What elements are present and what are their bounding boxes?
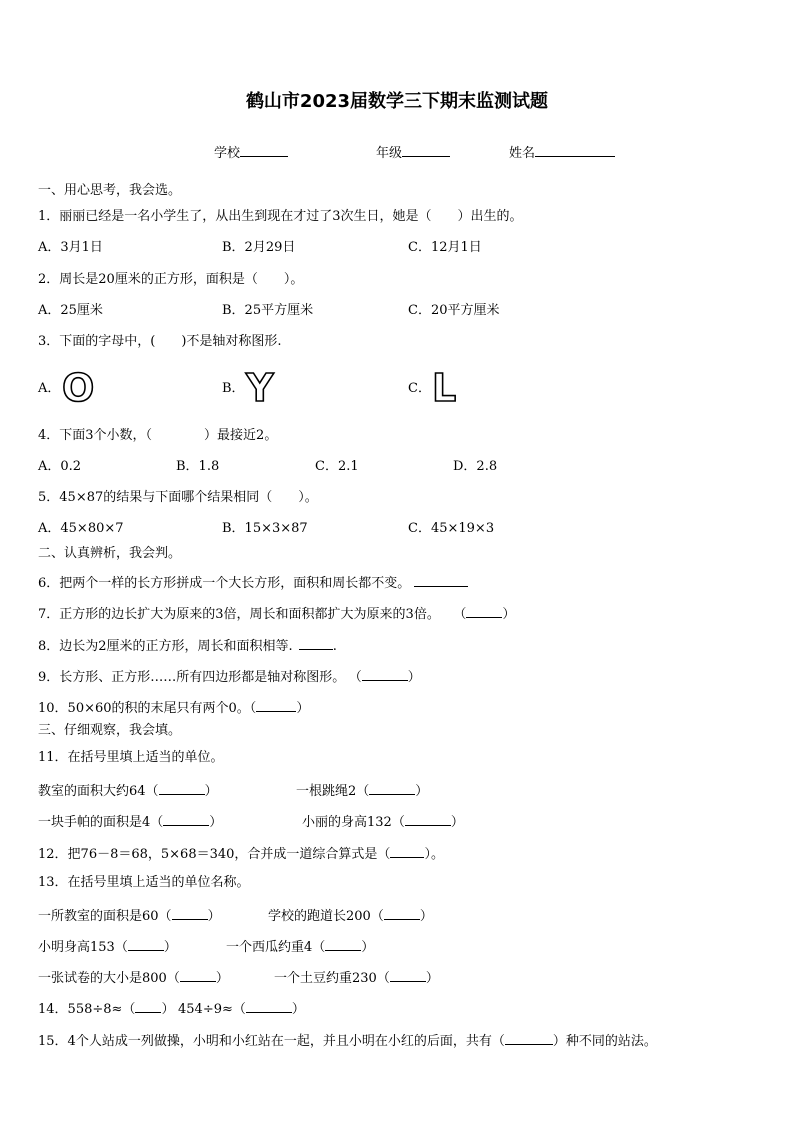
question-6-text: 6．把两个一样的长方形拼成一个大长方形，面积和周长都不变。: [38, 576, 411, 591]
name-field: [509, 143, 615, 162]
school-blank[interactable]: [240, 143, 288, 157]
grade-field: [376, 143, 450, 162]
q9-answer-blank[interactable]: [362, 667, 408, 681]
q13-item-5: 一张试卷的大小是800（ ）: [38, 968, 229, 987]
q13-blank-2[interactable]: [384, 906, 420, 920]
q11-item-1: 教室的面积大约64（ ）: [38, 781, 218, 800]
question-9: 9．长方形、正方形……所有四边形都是轴对称图形。 （ ）: [38, 667, 421, 686]
q11-item-3: 一块手帕的面积是4（ ）: [38, 812, 222, 831]
question-12: 12．把76－8＝68，5×68＝340，合并成一道综合算式是（ ）。: [38, 844, 444, 863]
section-2-heading: 二、认真辨析，我会判。: [38, 546, 182, 561]
q7-answer-blank[interactable]: [466, 604, 502, 618]
q13-blank-3[interactable]: [128, 937, 164, 951]
q11-blank-1[interactable]: [159, 781, 205, 795]
question-10: 10．50×60的积的末尾只有两个0。（ ）: [38, 698, 309, 717]
q13-item-2: 学校的跑道长200（ ）: [268, 906, 433, 925]
q1-option-c[interactable]: C．12月1日: [408, 240, 482, 255]
q13-blank-1[interactable]: [172, 906, 208, 920]
question-9-text: 9．长方形、正方形……所有四边形都是轴对称图形。: [38, 670, 346, 685]
q4-option-b[interactable]: B．1.8: [176, 459, 220, 474]
q3-option-b[interactable]: B．: [222, 381, 245, 396]
q13-item-1: 一所教室的面积是60（ ）: [38, 906, 221, 925]
question-14-a: 14．558÷8≈（ ）: [38, 999, 174, 1018]
school-field: [214, 143, 288, 162]
grade-label: 年级: [376, 146, 403, 161]
q13-blank-6[interactable]: [390, 968, 426, 982]
section-3-heading: 三、仔细观察，我会填。: [38, 723, 182, 738]
page-title: 鹤山市2023届数学三下期末监测试题: [245, 91, 549, 112]
q11-item-2: 一根跳绳2（ ）: [296, 781, 428, 800]
question-13: 13．在括号里填上适当的单位名称。: [38, 875, 250, 890]
grade-blank[interactable]: [402, 143, 450, 157]
letter-l-figure: L: [432, 366, 457, 410]
q13-item-4: 一个西瓜约重4（ ）: [226, 937, 374, 956]
question-5: 5．45×87的结果与下面哪个结果相同（ ）。: [38, 490, 318, 505]
q13-item-6: 一个土豆约重230（ ）: [274, 968, 439, 987]
q4-option-c[interactable]: C．2.1: [315, 459, 359, 474]
q3-option-a[interactable]: A．: [38, 381, 61, 396]
section-1-heading: 一、用心思考，我会选。: [38, 183, 182, 198]
question-2: 2．周长是20厘米的正方形，面积是（ ）。: [38, 272, 304, 287]
q1-option-a[interactable]: A．3月1日: [38, 240, 103, 255]
question-14-b: 454÷9≈（ ）: [178, 999, 305, 1018]
school-label: 学校: [214, 146, 241, 161]
question-10-text: 10．50×60的积的末尾只有两个0。: [38, 701, 250, 716]
question-11: 11．在括号里填上适当的单位。: [38, 750, 224, 765]
q11-blank-4[interactable]: [405, 812, 451, 826]
question-4: 4．下面3个小数，（ ）最接近2。: [38, 428, 278, 443]
q13-blank-4[interactable]: [325, 937, 361, 951]
question-12-text: 12．把76－8＝68，5×68＝340，合并成一道综合算式是: [38, 847, 378, 862]
question-8-text: 8．边长为2厘米的正方形，周长和面积相等.: [38, 639, 293, 654]
q8-answer-blank[interactable]: [299, 636, 333, 650]
q1-option-b[interactable]: B．2月29日: [222, 240, 296, 255]
q4-option-a[interactable]: A．0.2: [38, 459, 82, 474]
q5-option-b[interactable]: B．15×3×87: [222, 521, 308, 536]
q3-option-c[interactable]: C．: [408, 381, 431, 396]
q5-option-a[interactable]: A．45×80×7: [38, 521, 124, 536]
q11-blank-2[interactable]: [369, 781, 415, 795]
q2-option-b[interactable]: B．25平方厘米: [222, 303, 314, 318]
q11-blank-3[interactable]: [163, 812, 209, 826]
q11-item-4: 小丽的身高132（ ）: [302, 812, 464, 831]
question-1: 1．丽丽已经是一名小学生了，从出生到现在才过了3次生日，她是（ ）出生的。: [38, 209, 523, 224]
q2-option-a[interactable]: A．25厘米: [38, 303, 103, 318]
q14-blank-2[interactable]: [246, 999, 292, 1013]
q10-answer-blank[interactable]: [256, 698, 296, 712]
question-15: 15．4个人站成一列做操，小明和小红站在一起，并且小明在小红的后面，共有（ ）种不同的站法。: [38, 1031, 657, 1050]
q13-blank-5[interactable]: [180, 968, 216, 982]
q4-option-d[interactable]: D．2.8: [453, 459, 498, 474]
q2-option-c[interactable]: C．20平方厘米: [408, 303, 500, 318]
name-label: 姓名: [509, 146, 536, 161]
q6-answer-blank[interactable]: [414, 573, 468, 587]
question-6: [38, 573, 468, 592]
q15-answer-blank[interactable]: [505, 1031, 553, 1045]
question-7: 7．正方形的边长扩大为原来的3倍，周长和面积都扩大为原来的3倍。 （ ）: [38, 604, 515, 623]
q14-blank-1[interactable]: [135, 999, 161, 1013]
q13-item-3: 小明身高153（ ）: [38, 937, 177, 956]
name-blank[interactable]: [535, 143, 615, 157]
question-7-text: 7．正方形的边长扩大为原来的3倍，周长和面积都扩大为原来的3倍。: [38, 607, 440, 622]
q12-answer-blank[interactable]: [390, 844, 424, 858]
letter-y-figure: Y: [246, 366, 274, 410]
q5-option-c[interactable]: C．45×19×3: [408, 521, 495, 536]
question-3: 3．下面的字母中，( )不是轴对称图形.: [38, 334, 282, 349]
question-8: 8．边长为2厘米的正方形，周长和面积相等. .: [38, 636, 337, 655]
letter-o-figure: O: [62, 366, 95, 410]
